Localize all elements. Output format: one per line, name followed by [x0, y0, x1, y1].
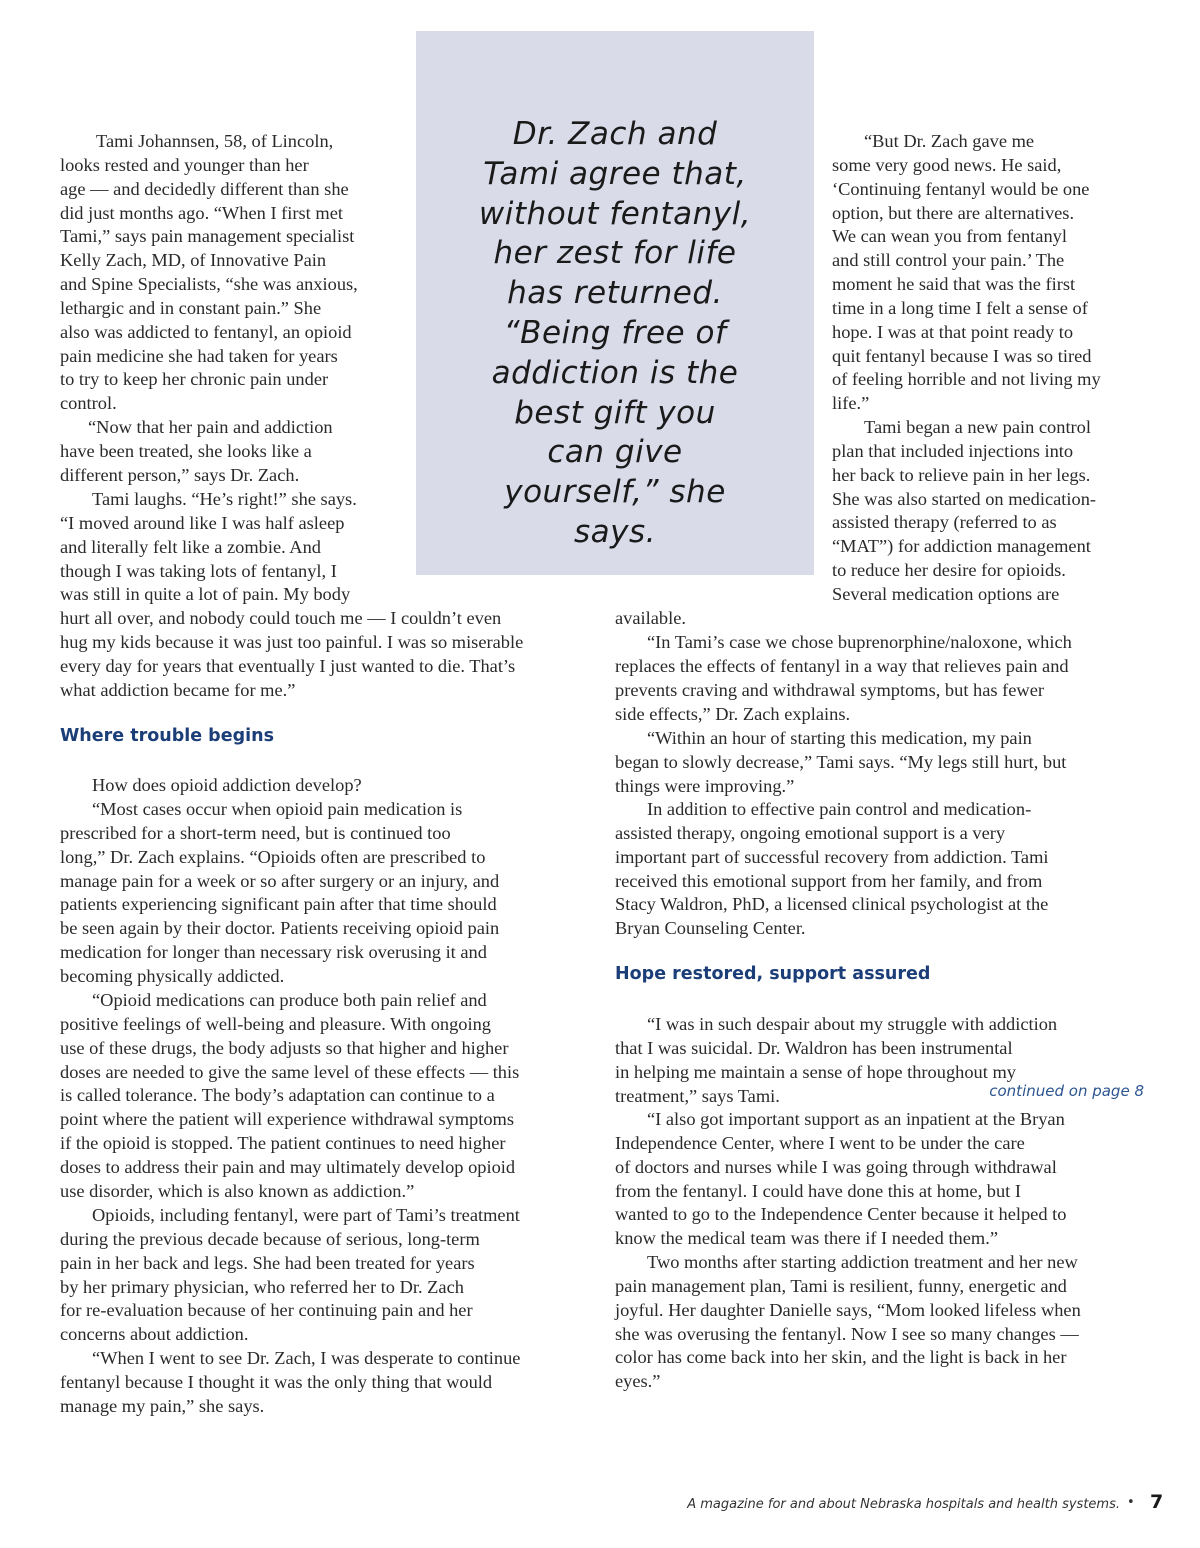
text-line: what addiction became for me.” [60, 679, 296, 700]
text-line: “In Tami’s case we chose buprenorphine/naloxone, which [647, 632, 1072, 652]
text-line: that I was suicidal. Dr. Waldron has been instrumental [615, 1037, 1013, 1058]
text-line: says. [574, 513, 656, 550]
text-line: “But Dr. Zach gave me [864, 131, 1035, 151]
text-line: ‘Continuing fentanyl would be one [832, 178, 1090, 199]
text-line: Tami laughs. “He’s right!” she says. [92, 489, 357, 509]
text-line: “I moved around like I was half asleep [60, 512, 345, 533]
text-line: In addition to effective pain control and medication- [647, 799, 1032, 819]
article-paragraph [615, 631, 1072, 726]
text-line: by her primary physician, who referred her to Dr. Zach [60, 1276, 464, 1297]
text-line: replaces the effects of fentanyl in a way that relieves pain and [615, 655, 1069, 676]
text-line: Opioids, including fentanyl, were part of Tami’s treatment [92, 1205, 520, 1225]
text-line: things were improving.” [615, 775, 795, 796]
text-line: hope. I was at that point ready to [832, 321, 1074, 342]
text-line: is called tolerance. The body’s adaptation can continue to a [60, 1085, 495, 1106]
text-line: did just months ago. “When I first met [60, 202, 343, 223]
footer-bullet: • [1127, 1495, 1135, 1510]
text-line: hug my kids because it was just too painful. I was so miserable [60, 632, 524, 653]
text-line: if the opioid is stopped. The patient continues to need higher [60, 1133, 506, 1154]
text-line: wanted to go to the Independence Center because it helped to [615, 1204, 1067, 1225]
article-paragraph [60, 798, 499, 989]
article-paragraph [615, 1108, 1066, 1251]
text-line: of feeling horrible and not living my [832, 369, 1101, 390]
text-line: side effects,” Dr. Zach explains. [615, 703, 851, 724]
text-line: pain management plan, Tami is resilient, funny, energetic and [615, 1275, 1067, 1296]
text-line: assisted therapy (referred to as [832, 512, 1057, 533]
article-paragraph [832, 416, 1096, 607]
text-line: eyes.” [615, 1371, 661, 1392]
article-paragraph [615, 727, 1066, 799]
article-paragraph [832, 130, 1101, 416]
text-line: age — and decidedly different than she [60, 178, 349, 199]
text-line: manage my pain,” she says. [60, 1395, 265, 1416]
text-line: use disorder, which is also known as addiction.” [60, 1180, 415, 1201]
text-line: during the previous decade because of serious, long-term [60, 1228, 480, 1249]
text-line: looks rested and younger than her [60, 154, 309, 175]
text-line: She was also started on medication- [832, 488, 1097, 509]
text-line: point where the patient will experience withdrawal symptoms [60, 1109, 515, 1130]
section-heading-hope-restored: Hope restored, support assured [615, 964, 931, 984]
text-line: Several medication options are [832, 583, 1060, 604]
text-line: and still control your pain.’ The [832, 250, 1065, 271]
text-line: Stacy Waldron, PhD, a licensed clinical psychologist at the [615, 894, 1049, 915]
article-paragraph-continuation: available. [615, 608, 686, 628]
text-line: “I was in such despair about my struggle with addiction [647, 1014, 1058, 1034]
text-line: of doctors and nurses while I was going through withdrawal [615, 1156, 1057, 1177]
text-line: Tami agree that, [483, 155, 747, 192]
text-line: becoming physically addicted. [60, 965, 285, 986]
article-paragraph [615, 798, 1048, 941]
text-line: Dr. Zach and [512, 116, 718, 152]
text-line: prevents craving and withdrawal symptoms, but has fewer [615, 679, 1045, 700]
text-line: pain medicine she had taken for years [60, 345, 338, 366]
text-line: addiction is the [491, 354, 739, 391]
text-line: patients experiencing significant pain after that time should [60, 894, 497, 915]
text-line: “MAT”) for addiction management [832, 536, 1091, 557]
text-line: use of these drugs, the body adjusts so that higher and higher [60, 1037, 509, 1058]
text-line: Tami began a new pain control [864, 417, 1091, 437]
text-line: positive feelings of well-being and pleasure. With ongoing [60, 1013, 492, 1034]
text-line: treatment,” says Tami. [615, 1085, 780, 1106]
text-line: received this emotional support from her family, and from [615, 870, 1043, 891]
text-line: know the medical team was there if I needed them.” [615, 1228, 998, 1249]
text-line: have been treated, she looks like a [60, 440, 312, 461]
text-line: quit fentanyl because I was so tired [832, 345, 1092, 366]
text-line: important part of successful recovery from addiction. Tami [615, 846, 1049, 867]
text-line: Two months after starting addiction treatment and her new [647, 1252, 1078, 1272]
text-line: for re-evaluation because of her continuing pain and her [60, 1300, 473, 1321]
footer-tagline: A magazine for and about Nebraska hospitals and health systems. [687, 1497, 1120, 1512]
article-paragraph [60, 1347, 520, 1419]
text-line: to try to keep her chronic pain under [60, 369, 329, 390]
text-line: “I also got important support as an inpatient at the Bryan [647, 1109, 1065, 1129]
text-line: Tami Johannsen, 58, of Lincoln, [96, 131, 334, 151]
text-line: We can wean you from fentanyl [832, 226, 1067, 247]
text-line: Kelly Zach, MD, of Innovative Pain [60, 250, 327, 271]
text-line: Bryan Counseling Center. [615, 918, 806, 939]
article-paragraph [60, 774, 362, 798]
text-line: doses are needed to give the same level of these effects — this [60, 1061, 520, 1082]
text-line: long,” Dr. Zach explains. “Opioids often are prescribed to [60, 846, 486, 867]
text-line: moment he said that was the first [832, 274, 1076, 295]
text-line: every day for years that eventually I just wanted to die. That’s [60, 655, 516, 676]
article-paragraph [60, 1204, 520, 1347]
text-line: time in a long time I felt a sense of [832, 297, 1088, 318]
text-line: “Now that her pain and addiction [88, 417, 333, 437]
text-line: option, but there are alternatives. [832, 202, 1075, 223]
text-line: different person,” says Dr. Zach. [60, 464, 300, 485]
text-line: has returned. [507, 275, 723, 312]
text-line: “When I went to see Dr. Zach, I was desperate to continue [92, 1348, 521, 1368]
text-line: medication for longer than necessary risk overusing it and [60, 942, 487, 963]
text-line: concerns about addiction. [60, 1324, 249, 1345]
text-line: can give [547, 434, 683, 471]
text-line: prescribed for a short-term need, but is continued too [60, 822, 451, 843]
text-line: “Most cases occur when opioid pain medication is [92, 799, 463, 819]
text-line: “Being free of [503, 314, 727, 351]
article-paragraph [60, 416, 333, 488]
text-line: color has come back into her skin, and the light is back in her [615, 1347, 1067, 1368]
text-line: without fentanyl, [478, 195, 752, 232]
text-line: How does opioid addiction develop? [92, 775, 362, 795]
article-intro-paragraph [60, 130, 358, 416]
text-line: lethargic and in constant pain.” She [60, 297, 322, 318]
text-line: Independence Center, where I went to be under the care [615, 1132, 1025, 1153]
text-line: be seen again by their doctor. Patients receiving opioid pain [60, 918, 500, 939]
page-number: 7 [1150, 1491, 1164, 1513]
article-paragraph [60, 989, 519, 1204]
text-line: doses to address their pain and may ultimately develop opioid [60, 1156, 516, 1177]
text-line: control. [60, 393, 117, 414]
text-line: also was addicted to fentanyl, an opioid [60, 321, 352, 342]
text-line: assisted therapy, ongoing emotional support is a very [615, 822, 1006, 843]
text-line: to reduce her desire for opioids. [832, 560, 1066, 581]
text-line: some very good news. He said, [832, 154, 1062, 175]
continued-on-page-link[interactable]: continued on page 8 [989, 1082, 1144, 1100]
text-line: began to slowly decrease,” Tami says. “My legs still hurt, but [615, 751, 1067, 772]
text-line: her back to relieve pain in her legs. [832, 464, 1091, 485]
text-line: yourself,” she [504, 474, 726, 511]
text-line: hurt all over, and nobody could touch me — I couldn’t even [60, 608, 502, 629]
text-line: from the fentanyl. I could have done this at home, but I [615, 1180, 1022, 1201]
section-heading-where-trouble-begins: Where trouble begins [60, 726, 274, 746]
text-line: manage pain for a week or so after surgery or an injury, and [60, 870, 500, 891]
text-line: joyful. Her daughter Danielle says, “Mom looked lifeless when [615, 1299, 1081, 1320]
text-line: “Within an hour of starting this medication, my pain [647, 728, 1032, 748]
text-line: and Spine Specialists, “she was anxious, [60, 274, 358, 295]
text-line: best gift you [514, 394, 716, 431]
text-line: her zest for life [493, 235, 737, 272]
text-line: “Opioid medications can produce both pain relief and [92, 990, 487, 1010]
text-line: and literally felt like a zombie. And [60, 536, 321, 557]
text-line: was still in quite a lot of pain. My body [60, 584, 351, 605]
text-line: pain in her back and legs. She had been treated for years [60, 1252, 475, 1273]
text-line: Tami,” says pain management specialist [60, 226, 355, 247]
article-paragraph [615, 1251, 1081, 1394]
article-paragraph [60, 488, 523, 703]
text-line: life.” [832, 393, 870, 414]
text-line: she was overusing the fentanyl. Now I see so many changes — [615, 1323, 1079, 1344]
text-line: in helping me maintain a sense of hope throughout my [615, 1061, 1016, 1082]
text-line: fentanyl because I thought it was the only thing that would [60, 1371, 493, 1392]
text-line: plan that included injections into [832, 440, 1074, 461]
text-line: though I was taking lots of fentanyl, I [60, 560, 337, 581]
